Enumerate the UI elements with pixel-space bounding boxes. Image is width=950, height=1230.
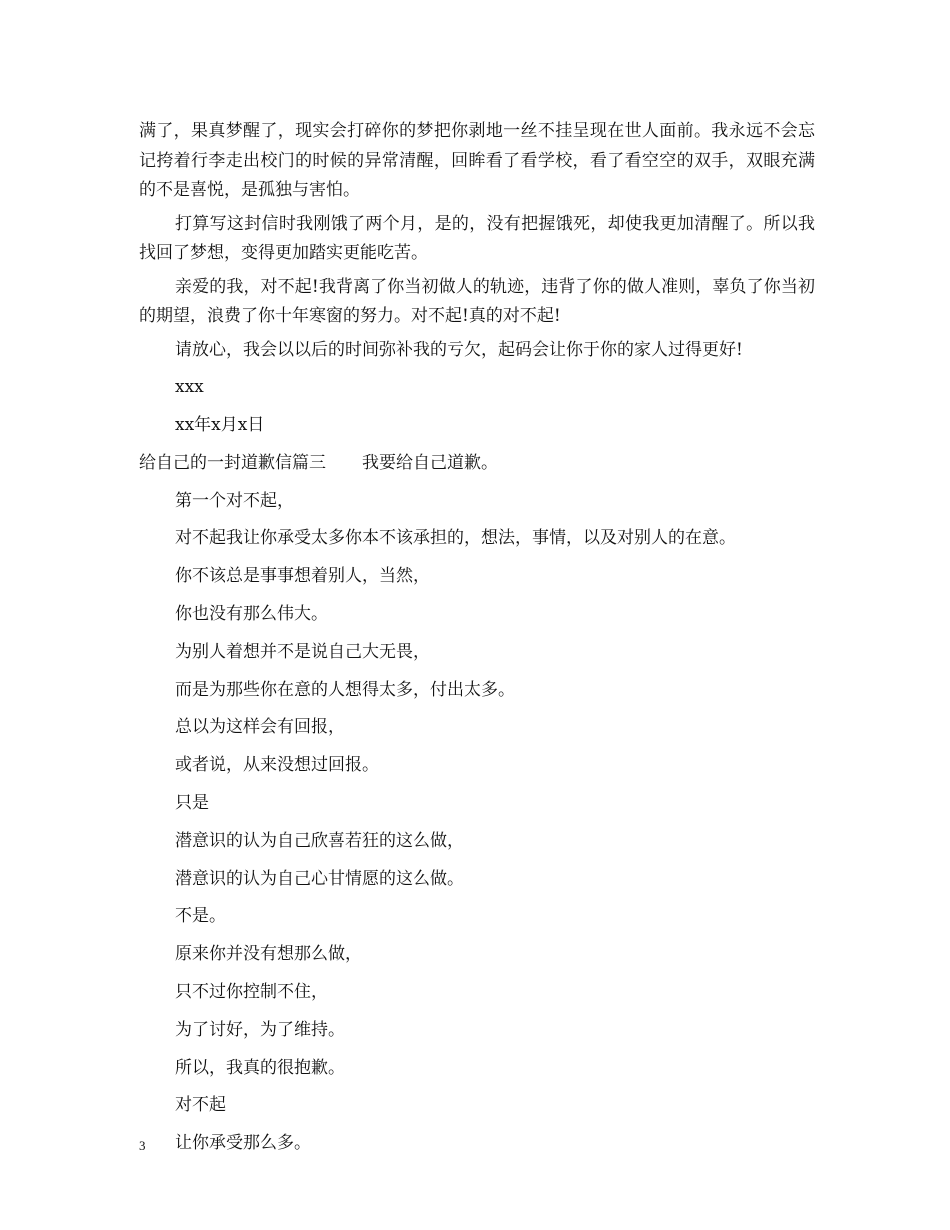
verse-line: 潜意识的认为自己心甘情愿的这么做。 xyxy=(175,868,464,889)
verse-line: 只是 xyxy=(175,793,209,814)
verse-line: 只不过你控制不住， xyxy=(175,982,328,1003)
section-title: 给自己的一封道歉信篇三 xyxy=(139,452,326,473)
verse-line: 不是。 xyxy=(175,906,226,927)
paragraph-apology: 亲爱的我，对不起!我背离了你当初做人的轨迹，违背了你的做人准则，辜负了你当初的期望，浪费了你十年寒窗的努力。对不起!真的对不起! xyxy=(139,276,815,326)
verse-line: 潜意识的认为自己欣喜若狂的这么做， xyxy=(175,830,464,851)
line-promise: 请放心，我会以以后的时间弥补我的亏欠，起码会让你于你的家人过得更好! xyxy=(175,339,743,360)
paragraph-continuation: 满了，果真梦醒了，现实会打碎你的梦把你剥地一丝不挂呈现在世人面前。我永远不会忘记挎着行李走出校门的时候的异常清醒，回眸看了看学校，看了看空空的双手，双眼充满的不是喜悦，是孤独与害怕。 xyxy=(139,121,815,200)
verse-line: 为别人着想并不是说自己大无畏， xyxy=(175,641,430,662)
verse-line: 而是为那些你在意的人想得太多，付出太多。 xyxy=(175,679,515,700)
verse-line: 让你承受那么多。 xyxy=(175,1133,311,1154)
signature-line: xxx xyxy=(175,377,204,398)
verse-line: 第一个对不起， xyxy=(175,490,294,511)
section-intro: 我要给自己道歉。 xyxy=(362,452,498,473)
verse-line: 所以，我真的很抱歉。 xyxy=(175,1057,345,1078)
verse-line: 你不该总是事事想着别人，当然， xyxy=(175,566,430,587)
date-line: xx年x月x日 xyxy=(175,415,265,436)
paragraph-hunger: 打算写这封信时我刚饿了两个月，是的，没有把握饿死，却使我更加清醒了。所以我找回了梦想，变得更加踏实更能吃苦。 xyxy=(139,213,815,263)
verse-line: 原来你并没有想那么做， xyxy=(175,944,362,965)
verse-line: 你也没有那么伟大。 xyxy=(175,604,328,625)
verse-line: 总以为这样会有回报， xyxy=(175,717,345,738)
document-body xyxy=(139,117,815,1167)
verse-line: 对不起 xyxy=(175,1095,226,1116)
verse-line: 对不起我让你承受太多你本不该承担的，想法，事情，以及对别人的在意。 xyxy=(175,528,736,549)
verse-line: 为了讨好，为了维持。 xyxy=(175,1019,345,1040)
verse-line: 或者说，从来没想过回报。 xyxy=(175,755,379,776)
section-heading xyxy=(139,449,815,479)
page-number: 3 xyxy=(139,1138,146,1153)
